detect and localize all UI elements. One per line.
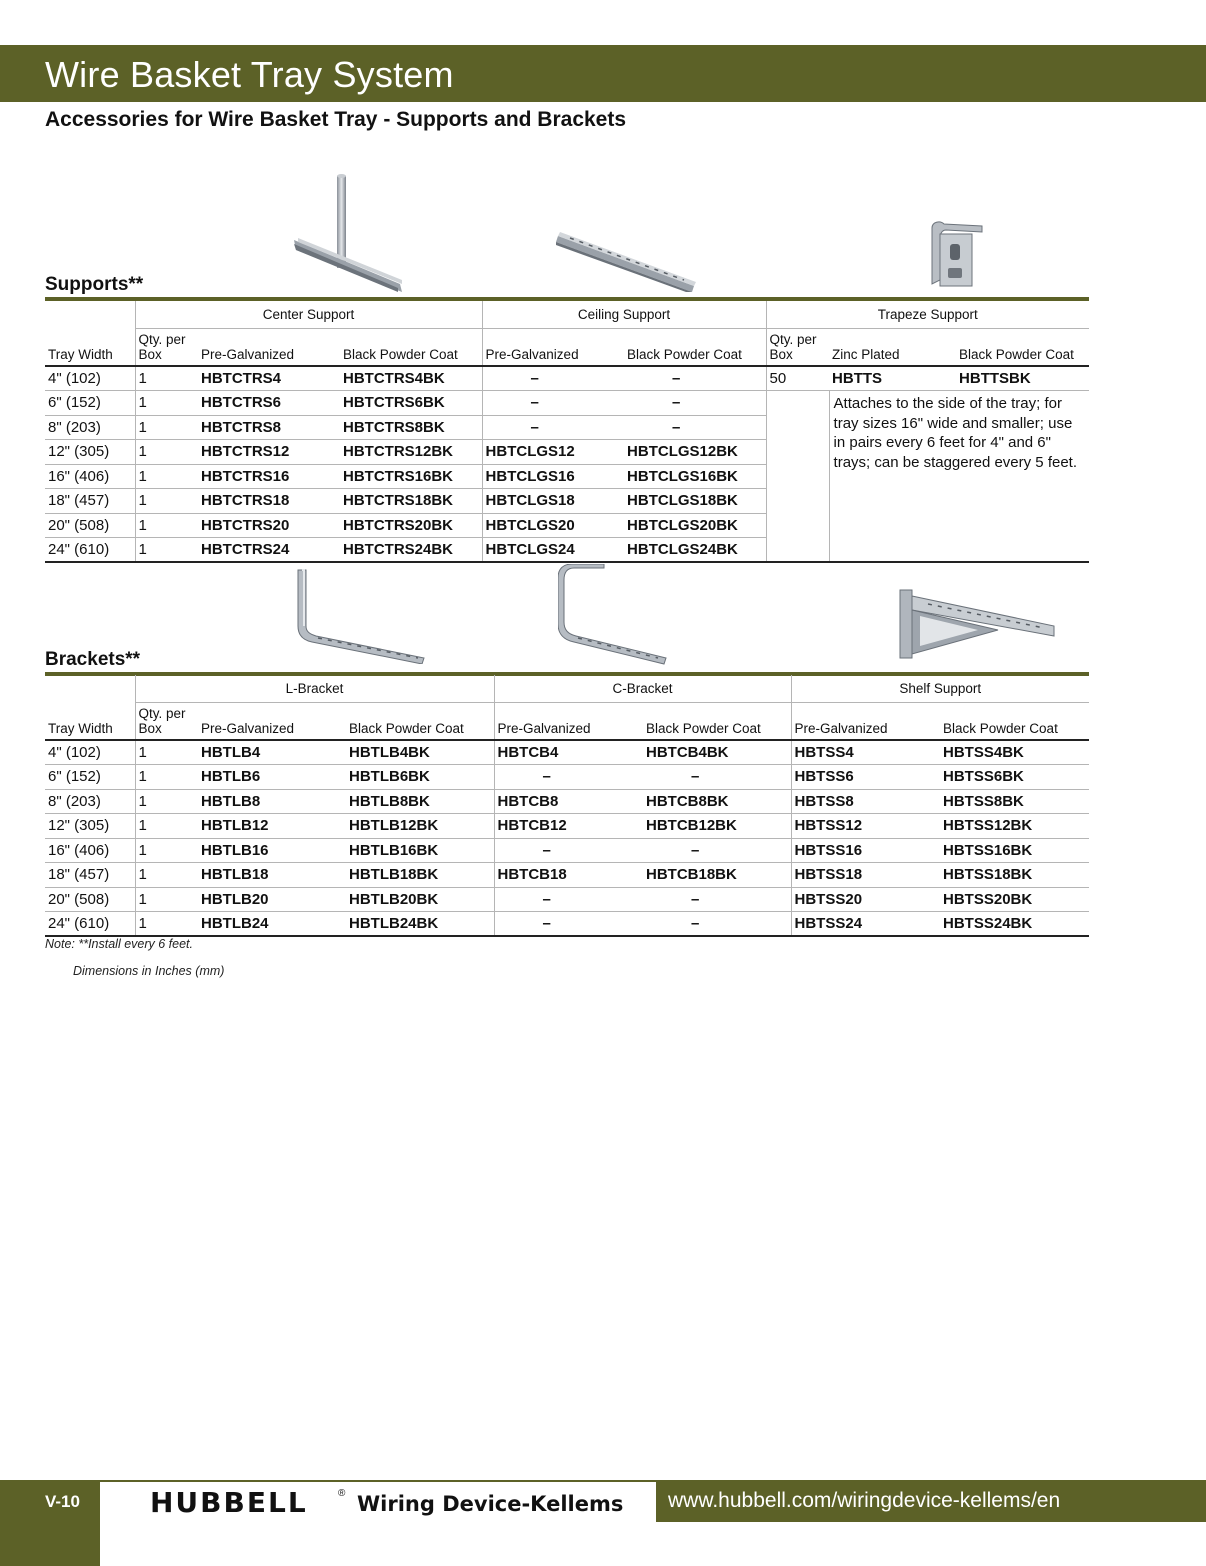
brackets-header-row [45,702,1089,740]
cell-part-number: HBTCB18BK [643,863,791,888]
dimensions-note: Dimensions in Inches (mm) [73,964,225,978]
footer-url-block [656,1480,1206,1522]
table-row [45,366,1089,391]
cell-part-number: HBTSS4BK [940,740,1089,765]
cell-part-number: – [494,765,643,790]
cell-part-number: – [624,391,766,416]
install-note: Note: **Install every 6 feet. [45,937,193,951]
cell-part-number: HBTLB12BK [346,814,494,839]
cell-part-number: HBTCTRS16BK [340,464,482,489]
cell-qty: 1 [135,789,198,814]
cell-part-number: HBTCLGS18BK [624,489,766,514]
cell-tray-width: 16" (406) [45,838,135,863]
cell-part-number: – [482,366,624,391]
cell-tray-width: 12" (305) [45,814,135,839]
cell-trapeze-qty-blank [766,391,829,563]
cell-tray-width: 16" (406) [45,464,135,489]
trapeze-description: Attaches to the side of the tray; for tray sizes 16" wide and smaller; use in pairs every 6 feet for 4" and 6" trays; can be staggered every 5 feet. [829,391,1089,563]
table-row [45,765,1089,790]
cell-qty: 1 [135,838,198,863]
cell-part-number: – [494,912,643,937]
cell-tray-width: 18" (457) [45,489,135,514]
cell-part-number: HBTCLGS18 [482,489,624,514]
cell-part-number: HBTCTRS6 [198,391,340,416]
col-l-pre-galvanized: Pre-Galvanized [198,702,346,740]
cell-part-number: HBTCTRS18BK [340,489,482,514]
group-ceiling-support: Ceiling Support [482,301,766,328]
supports-table [45,301,1089,563]
cell-tray-width: 24" (610) [45,912,135,937]
cell-qty: 1 [135,391,198,416]
cell-part-number: HBTCTRS4 [198,366,340,391]
cell-part-number: HBTTS [829,366,956,391]
cell-part-number: – [643,765,791,790]
brackets-heading: Brackets** [45,649,141,670]
cell-tray-width: 18" (457) [45,863,135,888]
cell-part-number: HBTCTRS24BK [340,538,482,563]
ceiling-support-photo [556,228,698,294]
footer-page-block [0,1480,100,1566]
registered-mark: ® [338,1488,346,1499]
cell-part-number: – [494,838,643,863]
col-c-pre-galvanized: Pre-Galvanized [494,702,643,740]
table-row [45,740,1089,765]
cell-part-number: HBTLB16BK [346,838,494,863]
cell-part-number: HBTTSBK [956,366,1089,391]
cell-part-number: HBTCTRS18 [198,489,340,514]
col-trapeze-qty-per-box: Qty. per Box [766,328,829,366]
cell-tray-width: 4" (102) [45,366,135,391]
supports-heading: Supports** [45,274,144,295]
cell-part-number: HBTSS18BK [940,863,1089,888]
col-qty-per-box: Qty. per Box [135,328,198,366]
cell-part-number: HBTLB8BK [346,789,494,814]
title-banner [0,45,1206,102]
group-shelf-support: Shelf Support [791,675,1089,702]
cell-part-number: HBTLB20BK [346,887,494,912]
col-tray-width: Tray Width [45,702,135,740]
cell-part-number: HBTSS8 [791,789,940,814]
cell-tray-width: 12" (305) [45,440,135,465]
cell-part-number: HBTCTRS20 [198,513,340,538]
cell-part-number: HBTCB8BK [643,789,791,814]
cell-part-number: HBTCLGS12 [482,440,624,465]
division-name: Wiring Device-Kellems [357,1492,624,1516]
brackets-table [45,675,1089,937]
cell-part-number: – [494,887,643,912]
l-bracket-photo [292,566,428,664]
cell-part-number: – [643,912,791,937]
cell-part-number: HBTLB6BK [346,765,494,790]
center-support-photo [290,172,410,294]
cell-qty: 1 [135,464,198,489]
cell-tray-width: 4" (102) [45,740,135,765]
cell-part-number: HBTLB4BK [346,740,494,765]
cell-part-number: HBTCTRS12BK [340,440,482,465]
col-qty-per-box: Qty. per Box [135,702,198,740]
hubbell-logo: HUBBELL [150,1486,308,1519]
cell-part-number: HBTLB18 [198,863,346,888]
cell-part-number: HBTCTRS4BK [340,366,482,391]
brackets-group-row [45,675,1089,702]
cell-qty: 1 [135,814,198,839]
cell-qty: 1 [135,538,198,563]
cell-part-number: HBTCLGS16BK [624,464,766,489]
table-row [45,838,1089,863]
cell-part-number: HBTCTRS8BK [340,415,482,440]
col-center-black-powder-coat: Black Powder Coat [340,328,482,366]
cell-part-number: – [482,391,624,416]
group-trapeze-support: Trapeze Support [766,301,1089,328]
group-blank [45,301,135,328]
cell-part-number: HBTSS4 [791,740,940,765]
group-l-bracket: L-Bracket [135,675,494,702]
shelf-support-photo [898,586,1058,662]
cell-qty: 1 [135,415,198,440]
cell-part-number: HBTLB20 [198,887,346,912]
cell-trapeze-qty: 50 [766,366,829,391]
cell-qty: 1 [135,740,198,765]
trapeze-support-photo [922,220,986,292]
cell-tray-width: 20" (508) [45,887,135,912]
cell-part-number: HBTCB18 [494,863,643,888]
cell-tray-width: 8" (203) [45,789,135,814]
cell-tray-width: 8" (203) [45,415,135,440]
group-blank [45,675,135,702]
cell-part-number: HBTCLGS24BK [624,538,766,563]
cell-part-number: – [643,887,791,912]
cell-part-number: HBTCTRS12 [198,440,340,465]
cell-part-number: HBTLB8 [198,789,346,814]
cell-part-number: HBTLB4 [198,740,346,765]
cell-part-number: HBTCTRS20BK [340,513,482,538]
col-tray-width: Tray Width [45,328,135,366]
cell-part-number: HBTCLGS12BK [624,440,766,465]
cell-part-number: HBTSS12BK [940,814,1089,839]
cell-qty: 1 [135,863,198,888]
cell-qty: 1 [135,887,198,912]
col-trapeze-black-powder-coat: Black Powder Coat [956,328,1089,366]
table-row [45,863,1089,888]
cell-part-number: HBTSS24 [791,912,940,937]
cell-part-number: HBTLB12 [198,814,346,839]
cell-part-number: – [624,366,766,391]
table-row [45,789,1089,814]
cell-part-number: HBTCB12BK [643,814,791,839]
cell-part-number: HBTSS6BK [940,765,1089,790]
cell-part-number: HBTSS24BK [940,912,1089,937]
footer-url: www.hubbell.com/wiringdevice-kellems/en [668,1489,1061,1512]
table-row [45,814,1089,839]
group-c-bracket: C-Bracket [494,675,791,702]
cell-part-number: HBTCTRS6BK [340,391,482,416]
cell-part-number: HBTCTRS16 [198,464,340,489]
supports-group-row [45,301,1089,328]
cell-qty: 1 [135,489,198,514]
c-bracket-photo [558,564,670,666]
supports-header-row [45,328,1089,366]
cell-part-number: HBTLB18BK [346,863,494,888]
cell-part-number: HBTCB8 [494,789,643,814]
cell-part-number: – [624,415,766,440]
cell-part-number: HBTCLGS16 [482,464,624,489]
page-title: Wire Basket Tray System [45,54,454,95]
cell-part-number: – [482,415,624,440]
table-row [45,912,1089,937]
col-c-black-powder-coat: Black Powder Coat [643,702,791,740]
cell-qty: 1 [135,513,198,538]
cell-tray-width: 20" (508) [45,513,135,538]
col-ceiling-black-powder-coat: Black Powder Coat [624,328,766,366]
col-l-black-powder-coat: Black Powder Coat [346,702,494,740]
group-center-support: Center Support [135,301,482,328]
cell-part-number: HBTSS6 [791,765,940,790]
cell-qty: 1 [135,912,198,937]
footer-rule [100,1480,656,1482]
page-subtitle: Accessories for Wire Basket Tray - Supports and Brackets [45,108,627,131]
cell-part-number: HBTCLGS20 [482,513,624,538]
cell-part-number: HBTSS12 [791,814,940,839]
cell-part-number: HBTCB12 [494,814,643,839]
cell-tray-width: 6" (152) [45,391,135,416]
col-zinc-plated: Zinc Plated [829,328,956,366]
cell-part-number: HBTLB16 [198,838,346,863]
cell-tray-width: 24" (610) [45,538,135,563]
page-number: V-10 [45,1492,80,1511]
cell-qty: 1 [135,765,198,790]
cell-part-number: HBTCTRS24 [198,538,340,563]
table-row [45,887,1089,912]
cell-part-number: HBTLB24BK [346,912,494,937]
cell-qty: 1 [135,440,198,465]
cell-part-number: HBTSS20BK [940,887,1089,912]
cell-part-number: HBTCB4BK [643,740,791,765]
cell-part-number: HBTSS16 [791,838,940,863]
col-ceiling-pre-galvanized: Pre-Galvanized [482,328,624,366]
col-shelf-black-powder-coat: Black Powder Coat [940,702,1089,740]
cell-part-number: HBTLB6 [198,765,346,790]
col-shelf-pre-galvanized: Pre-Galvanized [791,702,940,740]
cell-part-number: HBTCTRS8 [198,415,340,440]
cell-part-number: HBTCB4 [494,740,643,765]
cell-part-number: HBTSS18 [791,863,940,888]
cell-part-number: HBTCLGS24 [482,538,624,563]
col-center-pre-galvanized: Pre-Galvanized [198,328,340,366]
cell-part-number: HBTLB24 [198,912,346,937]
cell-part-number: HBTCLGS20BK [624,513,766,538]
cell-tray-width: 6" (152) [45,765,135,790]
cell-qty: 1 [135,366,198,391]
cell-part-number: HBTSS8BK [940,789,1089,814]
cell-part-number: HBTSS16BK [940,838,1089,863]
cell-part-number: HBTSS20 [791,887,940,912]
table-row [45,391,1089,416]
cell-part-number: – [643,838,791,863]
